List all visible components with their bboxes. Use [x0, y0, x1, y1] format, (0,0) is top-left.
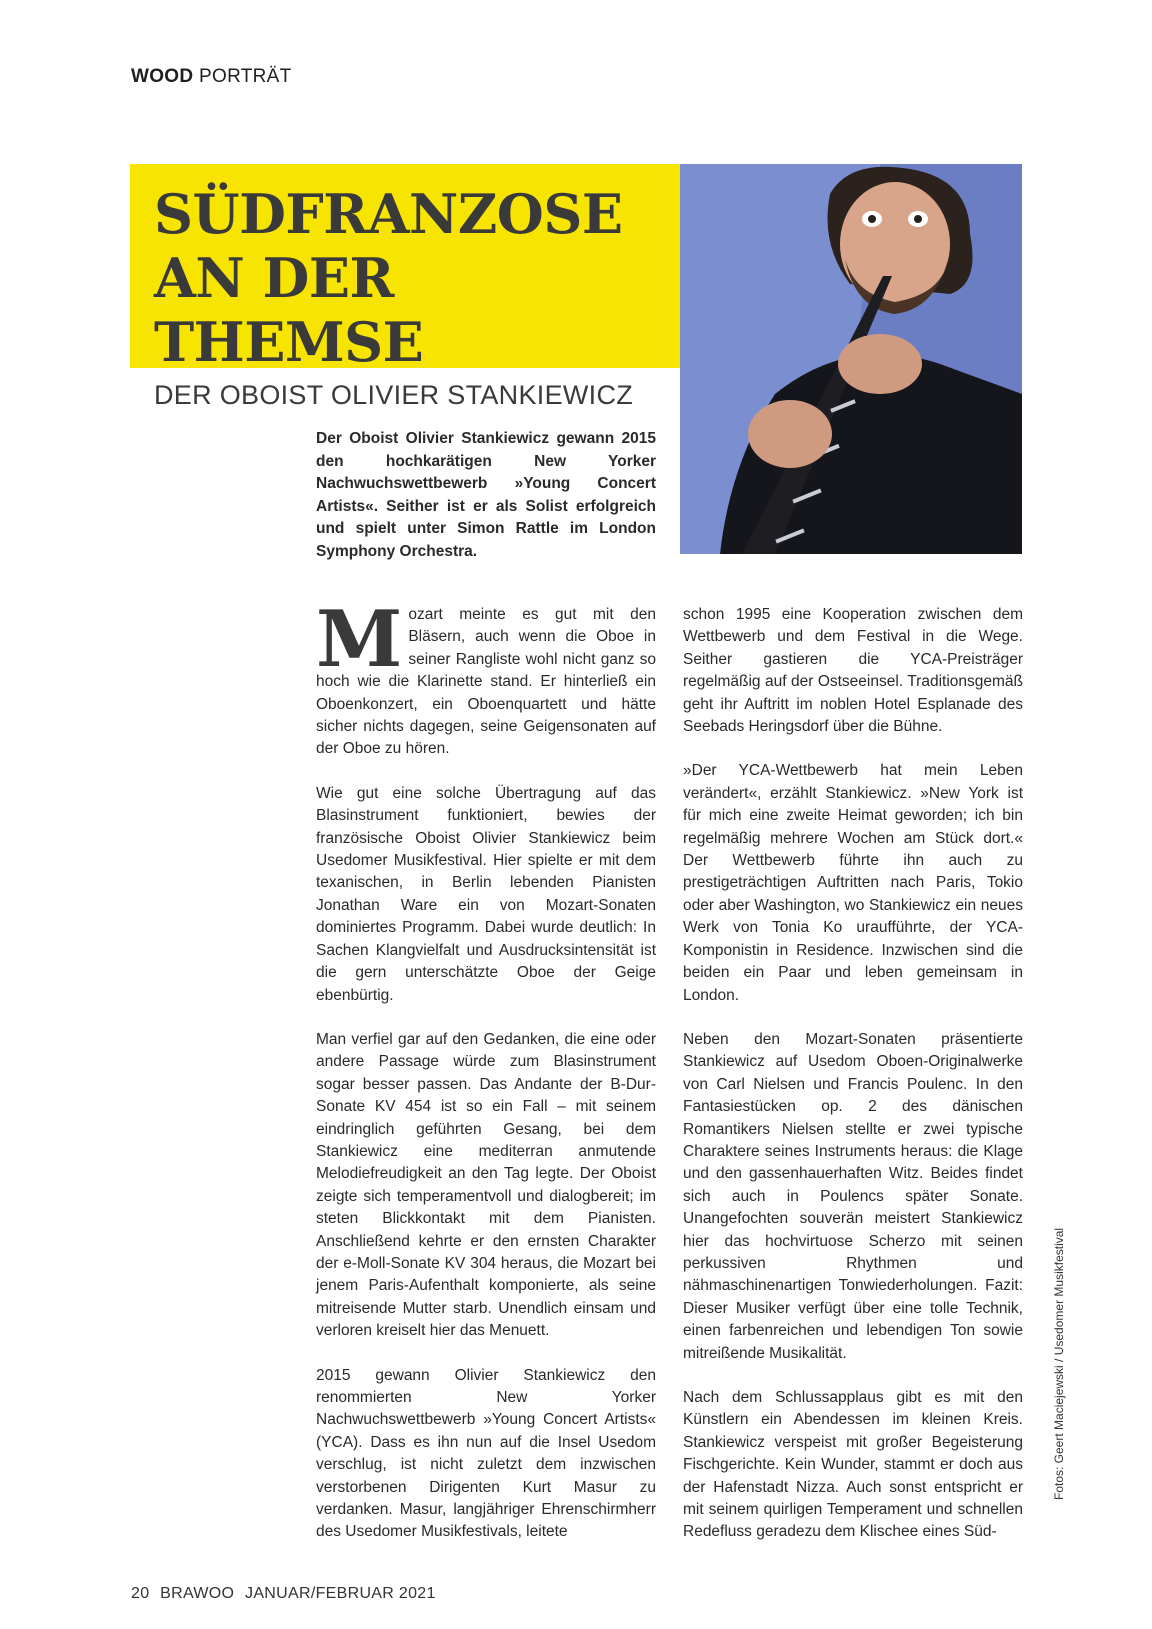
paragraph-8: Nach dem Schlussapplaus gibt es mit den Künstlern ein Abendessen im kleinen Kreis. Stankiewicz verspeist mit großer Begeisterung Fischgerichte. Kein Wunder, stammt er doch aus der Hafenstadt Nizza. Auch sonst entspricht er mit seinem quirligen Temperament und schnellen Redefluss geradezu dem Klischee eines Süd- [683, 1389, 1023, 1541]
issue-date: JANUAR/FEBRUAR 2021 [245, 1585, 436, 1602]
oboist-illustration [680, 164, 1022, 554]
magazine-name: BRAWOO [160, 1585, 235, 1602]
paragraph-6: »Der YCA-Wettbewerb hat mein Leben verändert«, erzählt Stankiewicz. »New York ist für mich eine zweite Heimat geworden; ich bin regelmäßig mehrere Wochen am Stück dort.« Der Wettbewerb führte ihn auch zu prestigeträchtigen Auftritten nach Paris, Tokio oder aber Washington, wo Stankiewicz ein neues Werk von Tonia Ko uraufführte, der YCA-Komponistin in Residence. Inzwischen sind die beiden ein Paar und leben gemeinsam in London. [683, 762, 1023, 1004]
section-tag-bold: WOOD [131, 66, 194, 87]
paragraph-1-text: ozart meinte es gut mit den Bläsern, auch wenn die Oboe in seiner Rangliste wohl nicht ganz so hoch wie die Klarinette stand. Er hinterließ ein Oboenkonzert, ein Oboenquartett und hätte sicher nichts dagegen, seine Geigensonaten auf der Oboe zu hören. [316, 606, 656, 758]
photo-credit: Fotos: Geert Maciejewski / Usedomer Musikfestival [1052, 1227, 1066, 1500]
dropcap: M [316, 594, 403, 685]
headline-line-2: AN DER THEMSE [154, 246, 424, 374]
paragraph-1 [316, 594, 656, 761]
headline-line-1: SÜDFRANZOSE [154, 182, 623, 246]
page-footer [131, 1585, 442, 1603]
paragraph-5: schon 1995 eine Kooperation zwischen dem Wettbewerb und dem Festival in die Wege. Seither gastieren die YCA-Preisträger regelmäßig auf der Ostseeinsel. Traditionsgemäß geht ihr Auftritt im noblen Hotel Esplanade des Seebads Heringsdorf über die Bühne. [683, 606, 1023, 736]
headline-box [130, 164, 680, 410]
lead-paragraph: Der Oboist Olivier Stankiewicz gewann 2015 den hochkarätigen New Yorker Nachwuchswettbewerb »Young Concert Artists«. Seither ist er als Solist erfolgreich und spielt unter Simon Rattle im London Symphony Orchestra. [316, 430, 656, 560]
paragraph-7: Neben den Mozart-Sonaten präsentierte Stankiewicz auf Usedom Oboen-Originalwerke von Carl Nielsen und Francis Poulenc. In den Fantasiestücken op. 2 des dänischen Romantikers Nielsen stellte er zwei typische Charaktere seines Instruments heraus: die Klage und den gassenhauerhaften Witz. Beides findet sich auch in Poulencs später Sonate. Unangefochten souverän meistert Stankiewicz hier das hochvirtuose Scherzo mit seinen perkussiven Rhythmen und nähmaschinenartigen Tonwiederholungen. Fazit: Dieser Musiker verfügt über eine tolle Technik, einen farbenreichen und lebendigen Ton sowie mitreißende Musikalität. [683, 1030, 1023, 1362]
section-tag [131, 66, 292, 88]
page-number: 20 [131, 1585, 150, 1602]
paragraph-3: Man verfiel gar auf den Gedanken, die eine oder andere Passage würde zum Blasinstrument sogar besser passen. Das Andante der B-Dur-Sonate KV 454 ist so ein Fall – mit seinem eindringlich geführten Gesang, bei dem Stankiewicz eine mediterran anmutende Melodiefreudigkeit an den Tag legte. Der Oboist zeigte sich temperamentvoll und dialogbereit; im steten Blickkontakt mit dem Pianisten. Anschließend kehrte er den ernsten Charakter der e-Moll-Sonate KV 304 heraus, die Mozart bei jenem Paris-Aufenthalt komponierte, als seine mitreisende Mutter starb. Unendlich einsam und verloren kreiselt hier das Menuett. [316, 1030, 656, 1340]
column-right [683, 604, 1023, 1566]
column-left [316, 594, 656, 1566]
oboist-photo [680, 164, 1022, 554]
section-tag-rest: PORTRÄT [199, 66, 292, 87]
headline [154, 182, 680, 374]
paragraph-2: Wie gut eine solche Übertragung auf das Blasinstrument funktioniert, bewies der französische Oboist Olivier Stankiewicz beim Usedomer Musikfestival. Hier spielte er mit dem texanischen, in Berlin lebenden Pianisten Jonathan Ware ein von Mozart-Sonaten dominiertes Programm. Dabei wurde deutlich: In Sachen Klangvielfalt und Ausdrucksintensität ist die gern unterschätzte Oboe der Geige ebenbürtig. [316, 784, 656, 1004]
paragraph-4: 2015 gewann Olivier Stankiewicz den renommierten New Yorker Nachwuchswettbewerb »Young Concert Artists« (YCA). Dass es ihn nun auf die Insel Usedom verschlug, ist nicht zuletzt dem inzwischen verstorbenen Dirigenten Kurt Masur zu verdanken. Masur, langjähriger Ehrenschirmherr des Usedomer Musikfestivals, leitete [316, 1366, 656, 1541]
subheadline: DER OBOIST OLIVIER STANKIEWICZ [154, 380, 634, 410]
